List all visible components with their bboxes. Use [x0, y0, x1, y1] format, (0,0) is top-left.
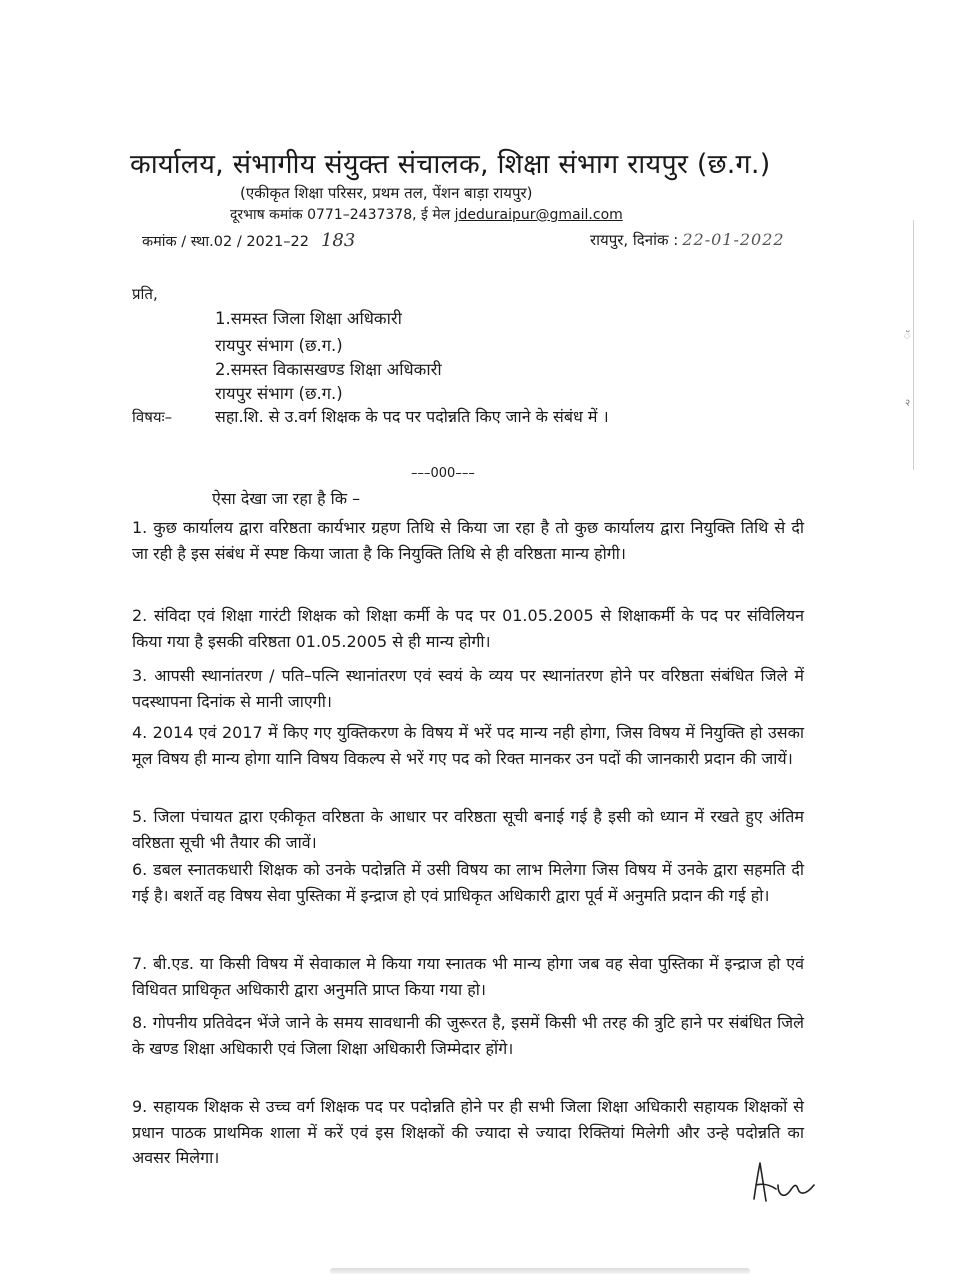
office-address: (एकीकृत शिक्षा परिसर, प्रथम तल, पेंशन बाड़ा रायपुर): [240, 184, 533, 202]
point-8: 8. गोपनीय प्रतिवेदन भेंजे जाने के समय सावधानी की जुरूरत है, इसमें किसी भी तरह की त्रुटि हाने पर संबंधित जिले के खण्ड शिक्षा अधिकारी एवं जिला शिक्षा अधिकारी जिम्मेदार होंगे।: [132, 1013, 804, 1058]
subject-text: सहा.शि. से उ.वर्ग शिक्षक के पद पर पदोन्नति किए जाने के संबंध में ।: [215, 407, 609, 426]
margin-shadow: [913, 220, 914, 470]
office-title: कार्यालय, संभागीय संयुक्त संचालक, शिक्षा संभाग रायपुर (छ.ग.): [130, 149, 771, 180]
margin-mark: ॅ: [904, 331, 910, 342]
point-2: 2. संविदा एवं शिक्षा गारंटी शिक्षक को शिक्षा कर्मी के पद पर 01.05.2005 से शिक्षाकर्मी के पद पर संविलियन किया गया है इसकी वरिष्ठता 01.05.2005 से ही मान्य होगी।: [132, 606, 804, 651]
point-7: 7. बी.एड. या किसी विषय में सेवाकाल मे किया गया स्नातक भी मान्य होगा जब वह सेवा पुस्तिका में इन्द्राज हो एवं विधिवत प्राधिकृत अधिकारी द्वारा अनुमति प्राप्त किया गया हो।: [132, 954, 804, 999]
recipient-line: 1.समस्त जिला शिक्षा अधिकारी: [215, 309, 402, 328]
intro-text: ऐसा देखा जा रहा है कि –: [212, 489, 361, 508]
handwritten-date: 22-01-2022: [682, 230, 785, 249]
point-6: 6. डबल स्नातकधारी शिक्षक को उनके पदोन्नति में उसी विषय का लाभ मिलेगा जिस विषय में उनके द्वारा सहमति दी गई है। बशर्ते वह विषय सेवा पुस्तिका में इन्द्राज हो एवं प्राधिकृत अधिकारी द्वारा पूर्व में अनुमति प्रदान की गई हो।: [132, 860, 804, 905]
reference-number: [142, 230, 355, 251]
date-line: [590, 230, 785, 250]
subject-label: विषयः–: [132, 408, 173, 426]
point-5: 5. जिला पंचायत द्वारा एकीकृत वरिष्ठता के आधार पर वरिष्ठता सूची बनाई गई है इसी को ध्यान में रखते हुए अंतिम वरिष्ठता सूची भी तैयार की जावें।: [132, 807, 804, 852]
reference-text: कमांक / स्था.02 / 2021–22: [142, 234, 309, 250]
point-4: 4. 2014 एवं 2017 में किए गए युक्तिकरण के विषय में भरें पद मान्य नही होगा, जिस विषय में नियुक्ति हो उसका मूल विषय ही मान्य होगा यानि विषय विकल्प से भरें गए पद को रिक्त मानकर उन पदों की जानकारी प्रदान की जायें।: [132, 723, 804, 768]
prati-label: प्रति,: [132, 285, 158, 303]
recipient-line: 2.समस्त विकासखण्ड शिक्षा अधिकारी: [215, 360, 442, 379]
point-9: 9. सहायक शिक्षक से उच्च वर्ग शिक्षक पद पर पदोन्नति होने पर ही सभी जिला शिक्षा अधिकारी सहायक शिक्षकों से प्रधान पाठक प्राथमिक शाला में करें एवं इस शिक्षकों की ज्यादा से ज्यादा रिक्तियां मिलेगी और उन्हे पदोन्नति का अवसर मिलेगा।: [132, 1097, 804, 1167]
handwritten-number: 183: [320, 230, 356, 251]
date-label: रायपुर, दिनांक :: [590, 231, 679, 249]
separator: –––000–––: [411, 466, 475, 481]
recipient-line: रायपुर संभाग (छ.ग.): [215, 384, 343, 403]
phone-label: दूरभाष कमांक 0771–2437378, ई मेल: [230, 207, 451, 223]
email-address: jdeduraipur@gmail.com: [454, 207, 623, 223]
signature-icon: [748, 1155, 818, 1210]
point-1: 1. कुछ कार्यालय द्वारा वरिष्ठता कार्यभार ग्रहण तिथि से किया जा रहा है तो कुछ कार्यालय द्वारा नियुक्ति तिथि से दी जा रही है इस संबंध में स्पष्ट किया जाता है कि नियुक्ति तिथि से ही वरिष्ठता मान्य होगी।: [132, 518, 804, 563]
contact-line: [230, 205, 623, 224]
point-3: 3. आपसी स्थानांतरण / पति–पत्नि स्थानांतरण एवं स्वयं के व्यय पर स्थानांतरण होने पर वरिष्ठता संबंधित जिले में पदस्थापना दिनांक से मानी जाएगी।: [132, 666, 804, 711]
recipient-line: रायपुर संभाग (छ.ग.): [215, 336, 343, 355]
page-bottom-edge: [330, 1268, 750, 1274]
margin-mark: २: [905, 398, 911, 409]
